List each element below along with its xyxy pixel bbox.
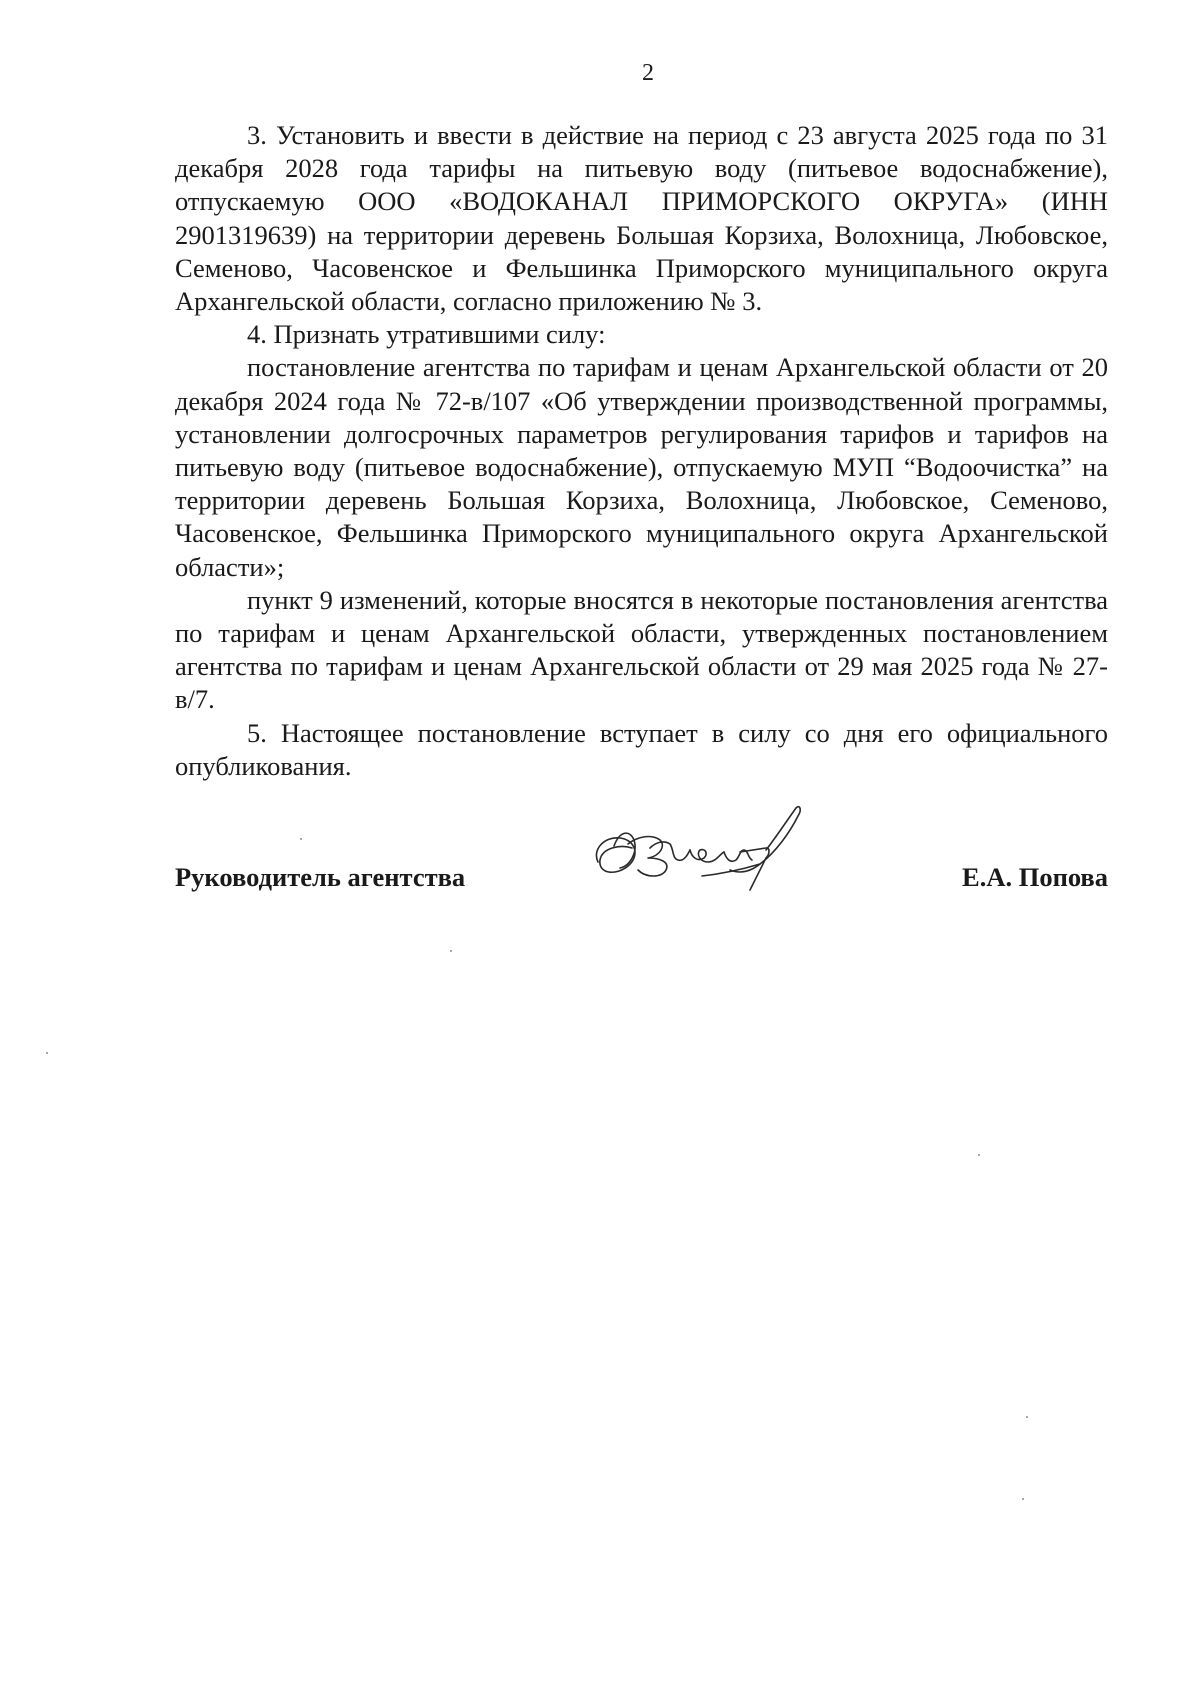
page-number: 2 [642,60,654,86]
signatory-position: Руководитель агентства [175,862,466,892]
paragraph-3: 3. Установить и ввести в действие на период с 23 августа 2025 года по 31 декабря 2028 года тарифы на питьевую воду (питьевое водоснабжение), отпускаемую ООО «ВОДОКАНАЛ ПРИМОРСКОГО ОКРУГА» (ИНН 2901319639) на территории деревень Большая Корзиха, Волохница, Любовское, Семеново, Часовенское и Фельшинка Приморского муниципального округа Архангельской области, согласно приложению № 3. [175,120,1108,317]
scan-speck [978,1154,980,1156]
scan-speck [300,838,302,840]
scan-speck [1026,1416,1028,1418]
paragraph-4-item-1: постановление агентства по тарифам и ценам Архангельской области от 20 декабря 2024 года № 72-в/107 «Об утверждении производственной программы, установлении долгосрочных параметров регулирования тарифов и тарифов на питьевую воду (питьевое водоснабжение), отпускаемую МУП “Водоочистка” на территории деревень Большая Корзиха, Волохница, Любовское, Семеново, Часовенское, Фельшинка Приморского муниципального округа Архангельской области»; [175,352,1108,582]
signatory-name: Е.А. Попова [962,862,1108,892]
scan-speck [1022,1498,1024,1500]
scan-speck [450,950,452,952]
paragraph-5: 5. Настоящее постановление вступает в силу со дня его официального опубликования. [175,717,1108,781]
paragraph-4: 4. Признать утратившими силу: [247,319,606,350]
paragraph-4-item-2: пункт 9 изменений, которые вносятся в некоторые постановления агентства по тарифам и ценам Архангельской области, утвержденных постановлением агентства по тарифам и ценам Архангельской области от 29 мая 2025 года № 27-в/7. [175,584,1108,715]
handwritten-signature [590,800,820,910]
scan-speck [46,1052,48,1054]
document-body [175,119,1108,783]
